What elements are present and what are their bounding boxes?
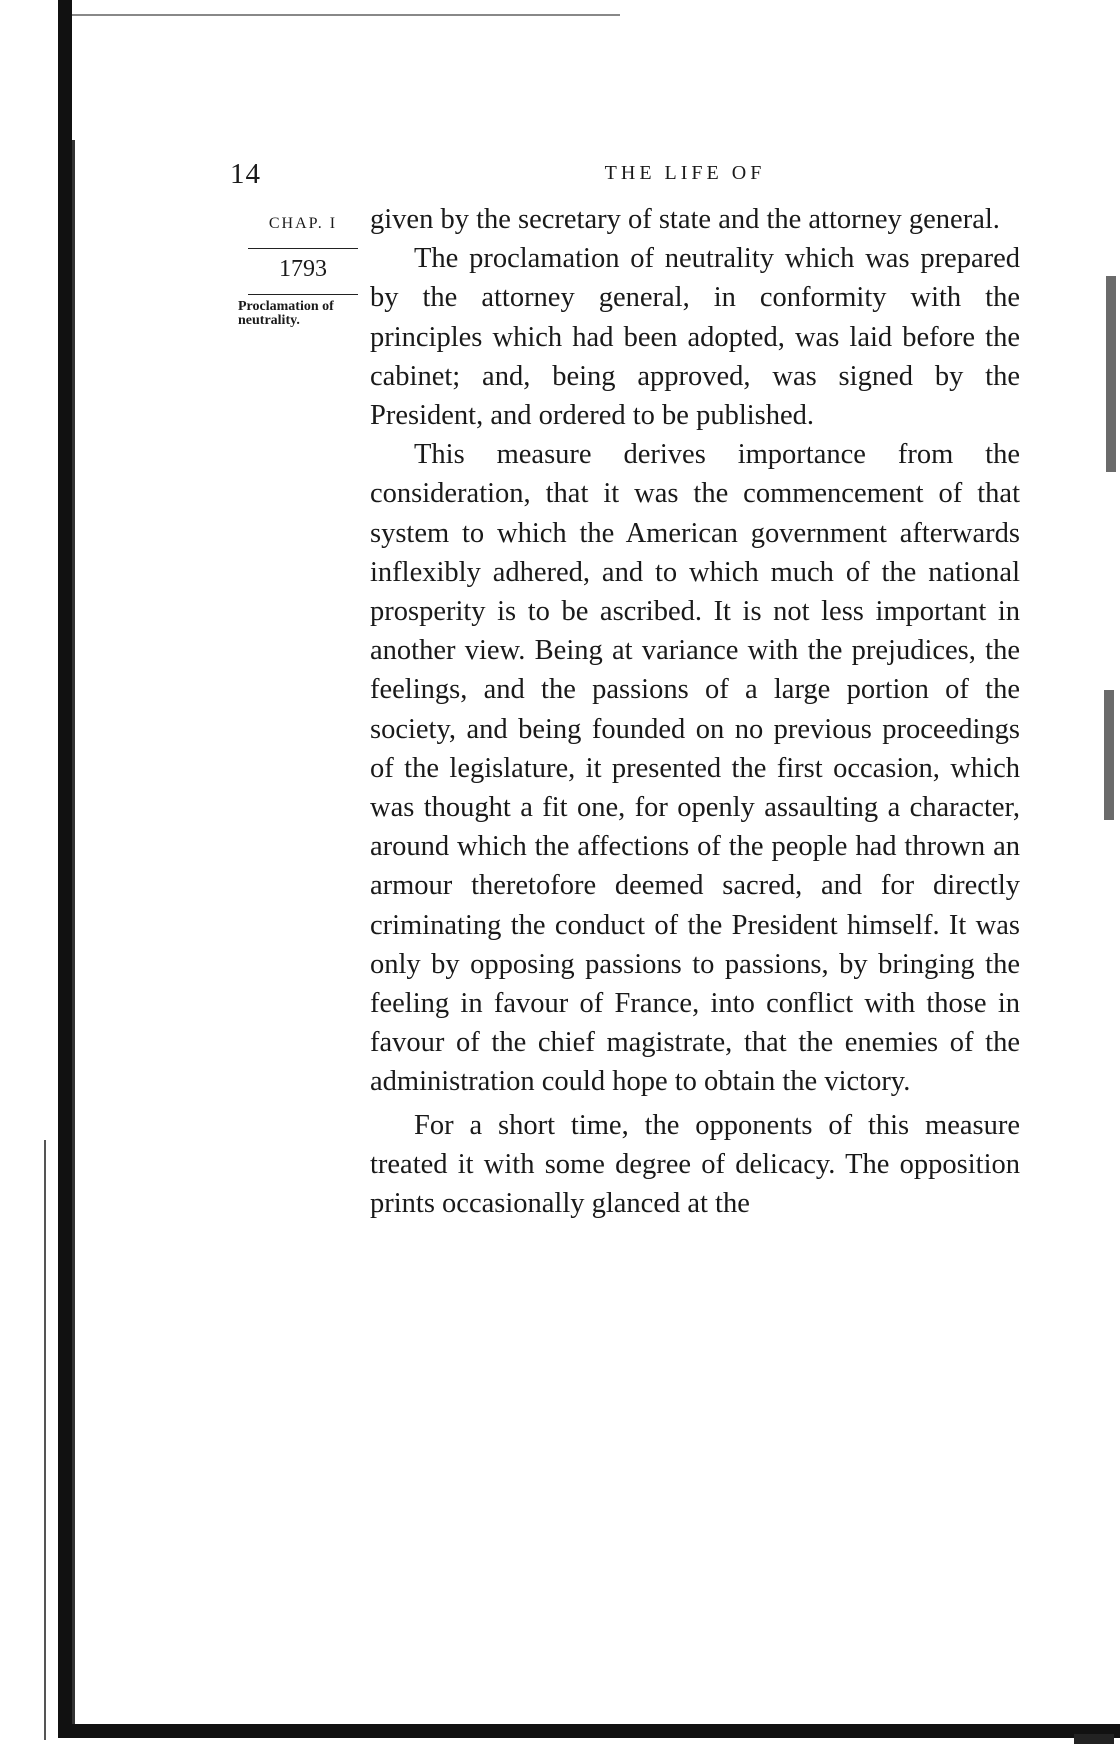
paragraph-continued: given by the secretary of state and the attorney general.	[370, 204, 1000, 235]
body-text	[370, 200, 1020, 1223]
scan-edge-smudge	[1106, 276, 1116, 472]
margin-divider	[248, 294, 358, 295]
paragraph: This measure derives importance from the consideration, that it was the commencement of that system to which the American government afterwards inflexibly adhered, and to which much of the national prosperity is to be ascribed. It is not less important in another view. Being at variance with the prejudices, the feelings, and the passions of a large portion of the society, and being founded on no previous proceedings of the legislature, it presented the first occasion, which was thought a fit one, for openly assaulting a character, around which the affections of the people had thrown an armour theretofore deemed sacred, and for directly criminating the conduct of the President himself. It was only by opposing passions to passions, by bringing the feeling in favour of France, into conflict with those in favour of the chief magistrate, that the enemies of the administration could hope to obtain the victory.	[370, 439, 1020, 1098]
running-head: THE LIFE OF	[604, 162, 766, 184]
scan-binding-line-outer	[44, 1140, 46, 1740]
scan-corner-mark	[1074, 1734, 1114, 1744]
page-number: 14	[230, 158, 261, 190]
margin-divider	[248, 248, 358, 249]
margin-sidenote: Proclamation of neutrality.	[238, 299, 334, 328]
scan-edge-smudge	[1104, 690, 1114, 820]
scan-bottom-edge	[58, 1724, 1120, 1738]
scan-binding-line	[72, 140, 75, 1738]
chapter-marker: CHAP. I	[268, 215, 338, 232]
scan-top-rule	[70, 14, 620, 16]
scan-binding-edge	[58, 0, 72, 1738]
paragraph: The proclamation of neutrality which was prepared by the attorney general, in conformity with the principles which had been adopted, was laid before the cabinet; and, being approved, was signed by the President, and ordered to be published.	[370, 243, 1020, 432]
paragraph: For a short time, the opponents of this measure treated it with some degree of delicacy. The opposition prints occasionally glanced at the	[370, 1109, 1020, 1220]
year-marker: 1793	[279, 256, 327, 282]
